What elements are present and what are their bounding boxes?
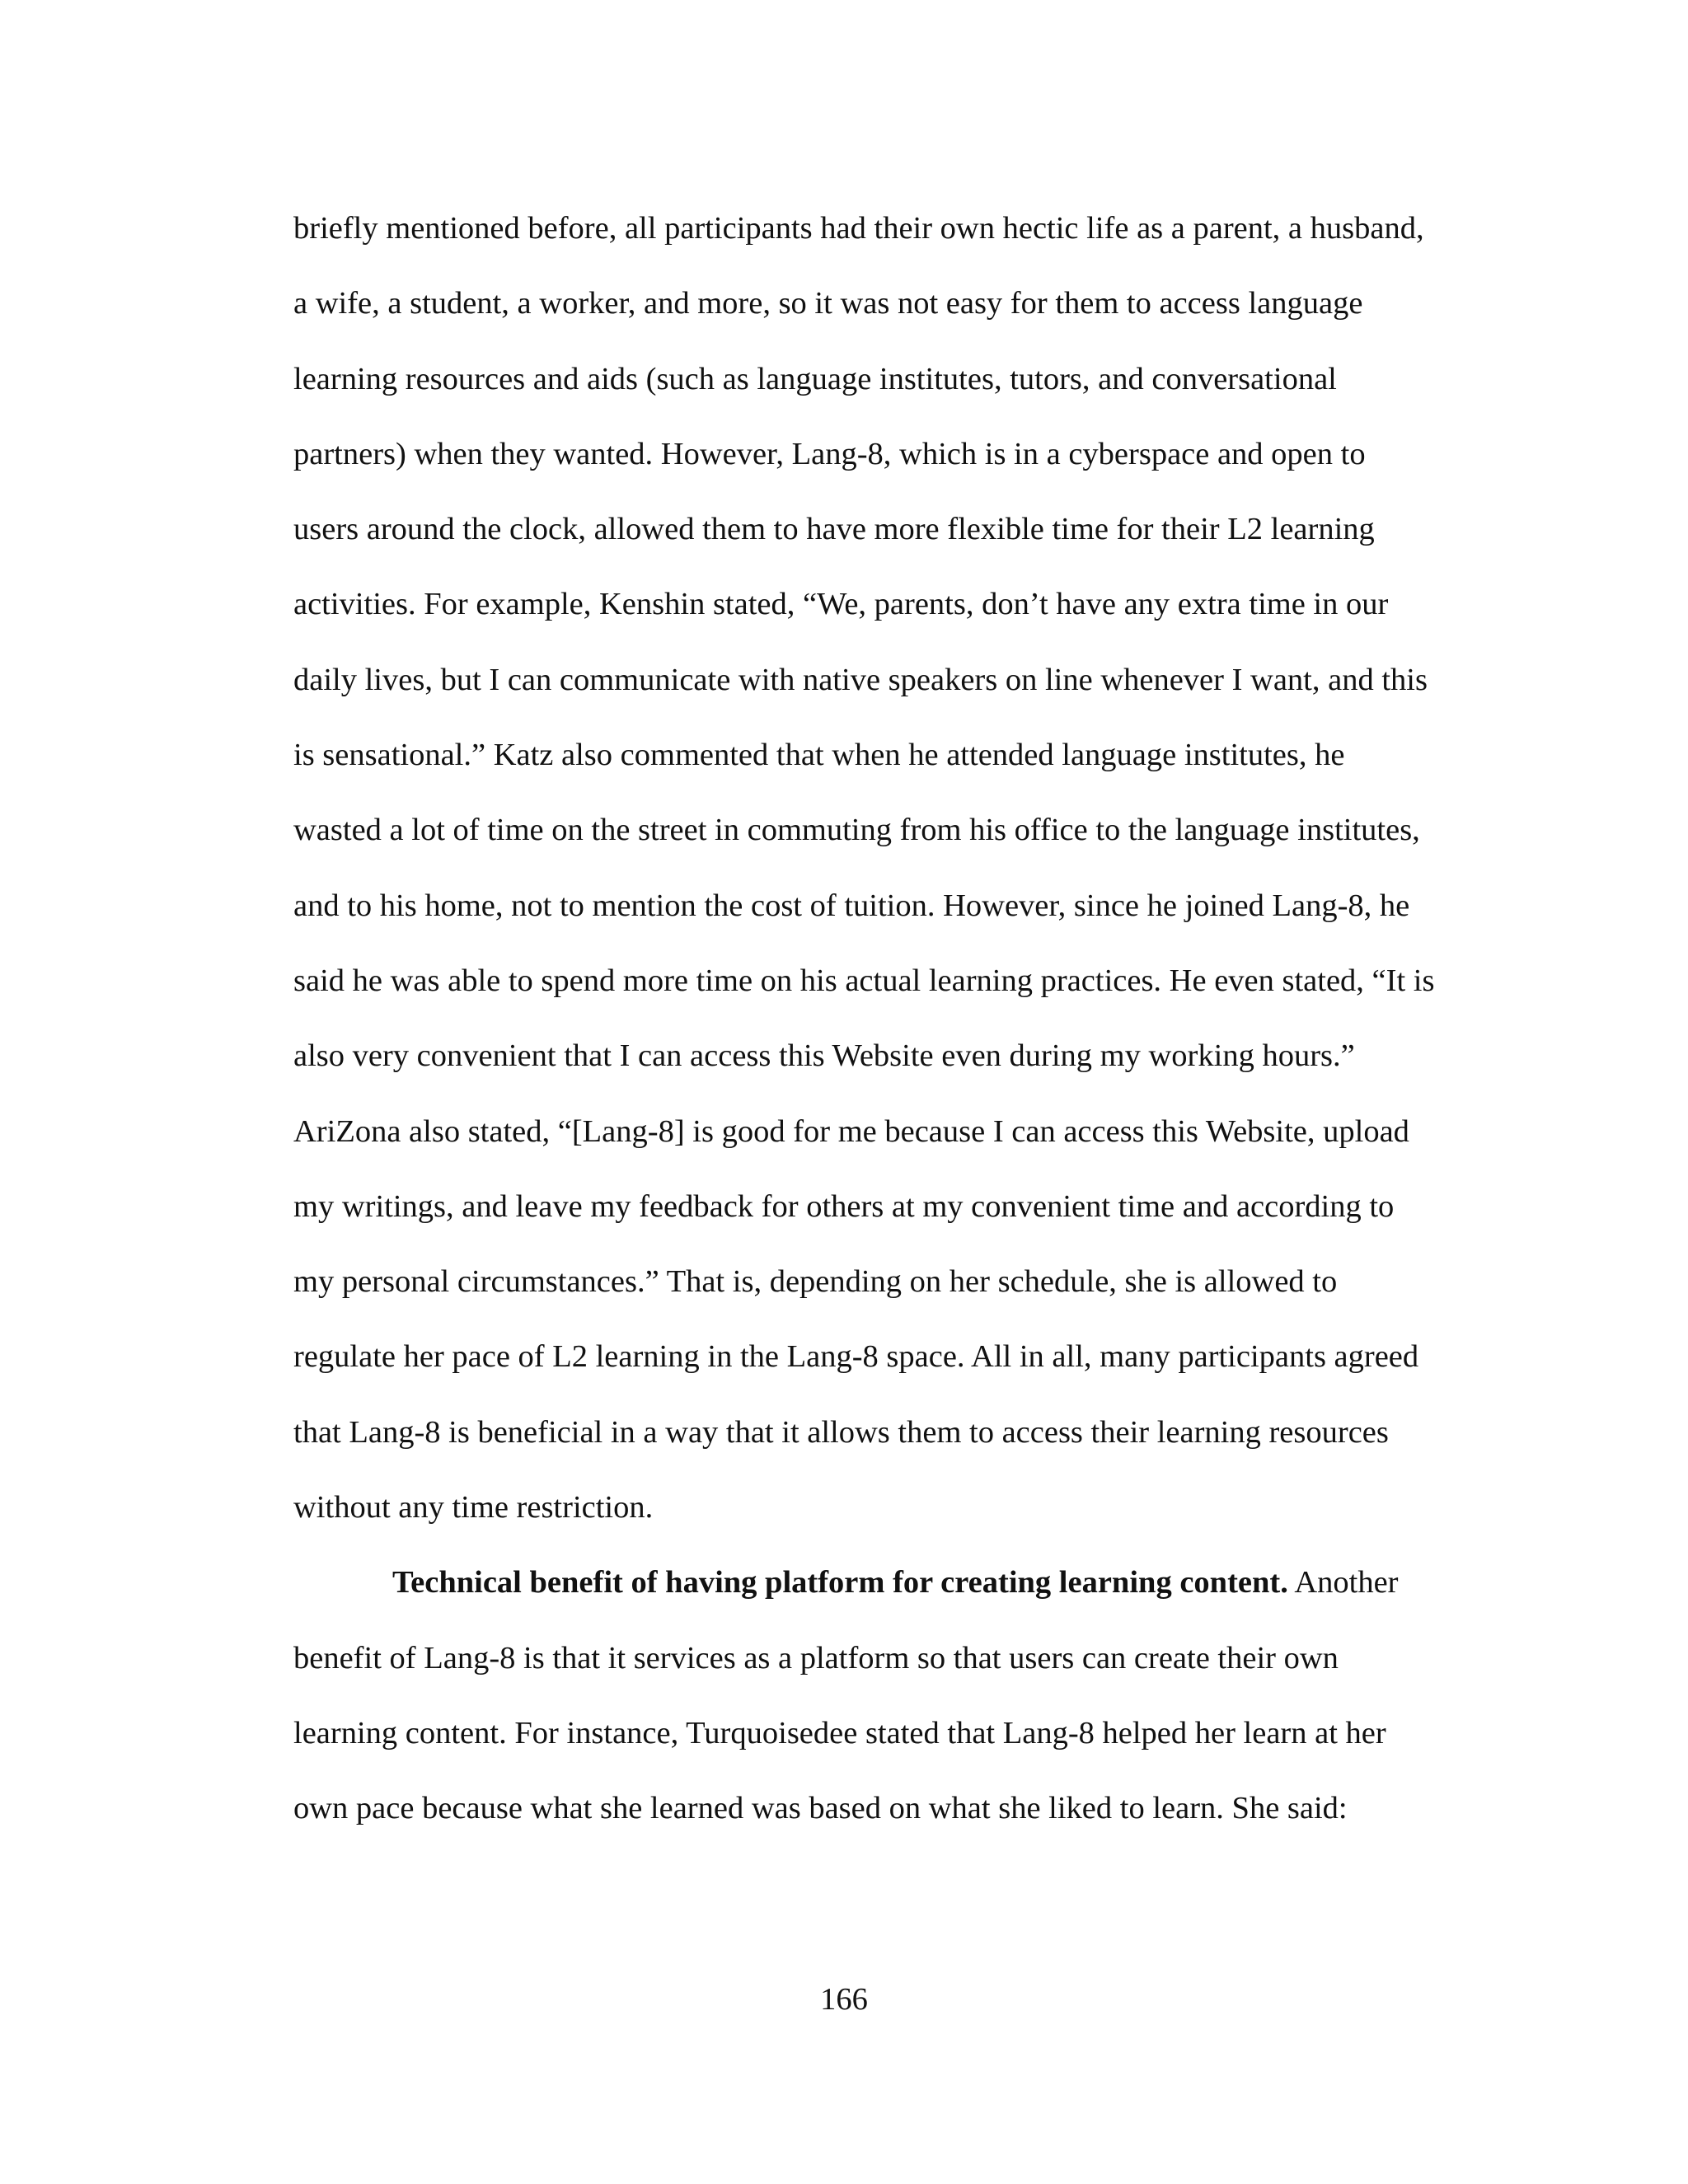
text-line: a wife, a student, a worker, and more, so it was not easy for them to access language [293, 286, 1363, 321]
text-line: my personal circumstances.” That is, depending on her schedule, she is allowed to [293, 1264, 1338, 1300]
text-line: AriZona also stated, “[Lang-8] is good for me because I can access this Website, upload [293, 1113, 1409, 1149]
section-heading-line [293, 1545, 1480, 1620]
text-line: without any time restriction. [293, 1490, 654, 1526]
text-line: my writings, and leave my feedback for others at my convenient time and according to [293, 1188, 1395, 1224]
section-heading: Technical benefit of having platform for creating learning content. [392, 1565, 1288, 1601]
body-text [293, 191, 1480, 1847]
page-number: 166 [820, 1982, 868, 2017]
text-line: activities. For example, Kenshin stated, “We, parents, don’t have any extra time in our [293, 587, 1389, 622]
text-line: briefly mentioned before, all participants had their own hectic life as a parent, a husband, [293, 211, 1424, 246]
text-line: also very convenient that I can access this Website even during my working hours.” [293, 1038, 1355, 1074]
text-line: benefit of Lang-8 is that it services as a platform so that users can create their own [293, 1640, 1339, 1675]
text-line: is sensational.” Katz also commented that when he attended language institutes, he [293, 738, 1345, 773]
text-line: own pace because what she learned was based on what she liked to learn. She said: [293, 1791, 1348, 1826]
text-line: learning content. For instance, Turquoisedee stated that Lang-8 helped her learn at her [293, 1715, 1386, 1750]
text-line: regulate her pace of L2 learning in the Lang-8 space. All in all, many participants agreed [293, 1339, 1419, 1375]
text-line: wasted a lot of time on the street in commuting from his office to the language institutes, [293, 813, 1420, 848]
text-line: users around the clock, allowed them to have more flexible time for their L2 learning [293, 512, 1375, 547]
text-line: and to his home, not to mention the cost of tuition. However, since he joined Lang-8, he [293, 888, 1410, 923]
text-line: said he was able to spend more time on his actual learning practices. He even stated, “It is [293, 963, 1435, 998]
heading-line-text: Another [1287, 1565, 1399, 1601]
text-line: that Lang-8 is beneficial in a way that it allows them to access their learning resources [293, 1414, 1389, 1450]
text-line: partners) when they wanted. However, Lang-8, which is in a cyberspace and open to [293, 436, 1366, 471]
text-line: learning resources and aids (such as language institutes, tutors, and conversational [293, 361, 1337, 396]
text-line: daily lives, but I can communicate with native speakers on line whenever I want, and this [293, 662, 1428, 697]
